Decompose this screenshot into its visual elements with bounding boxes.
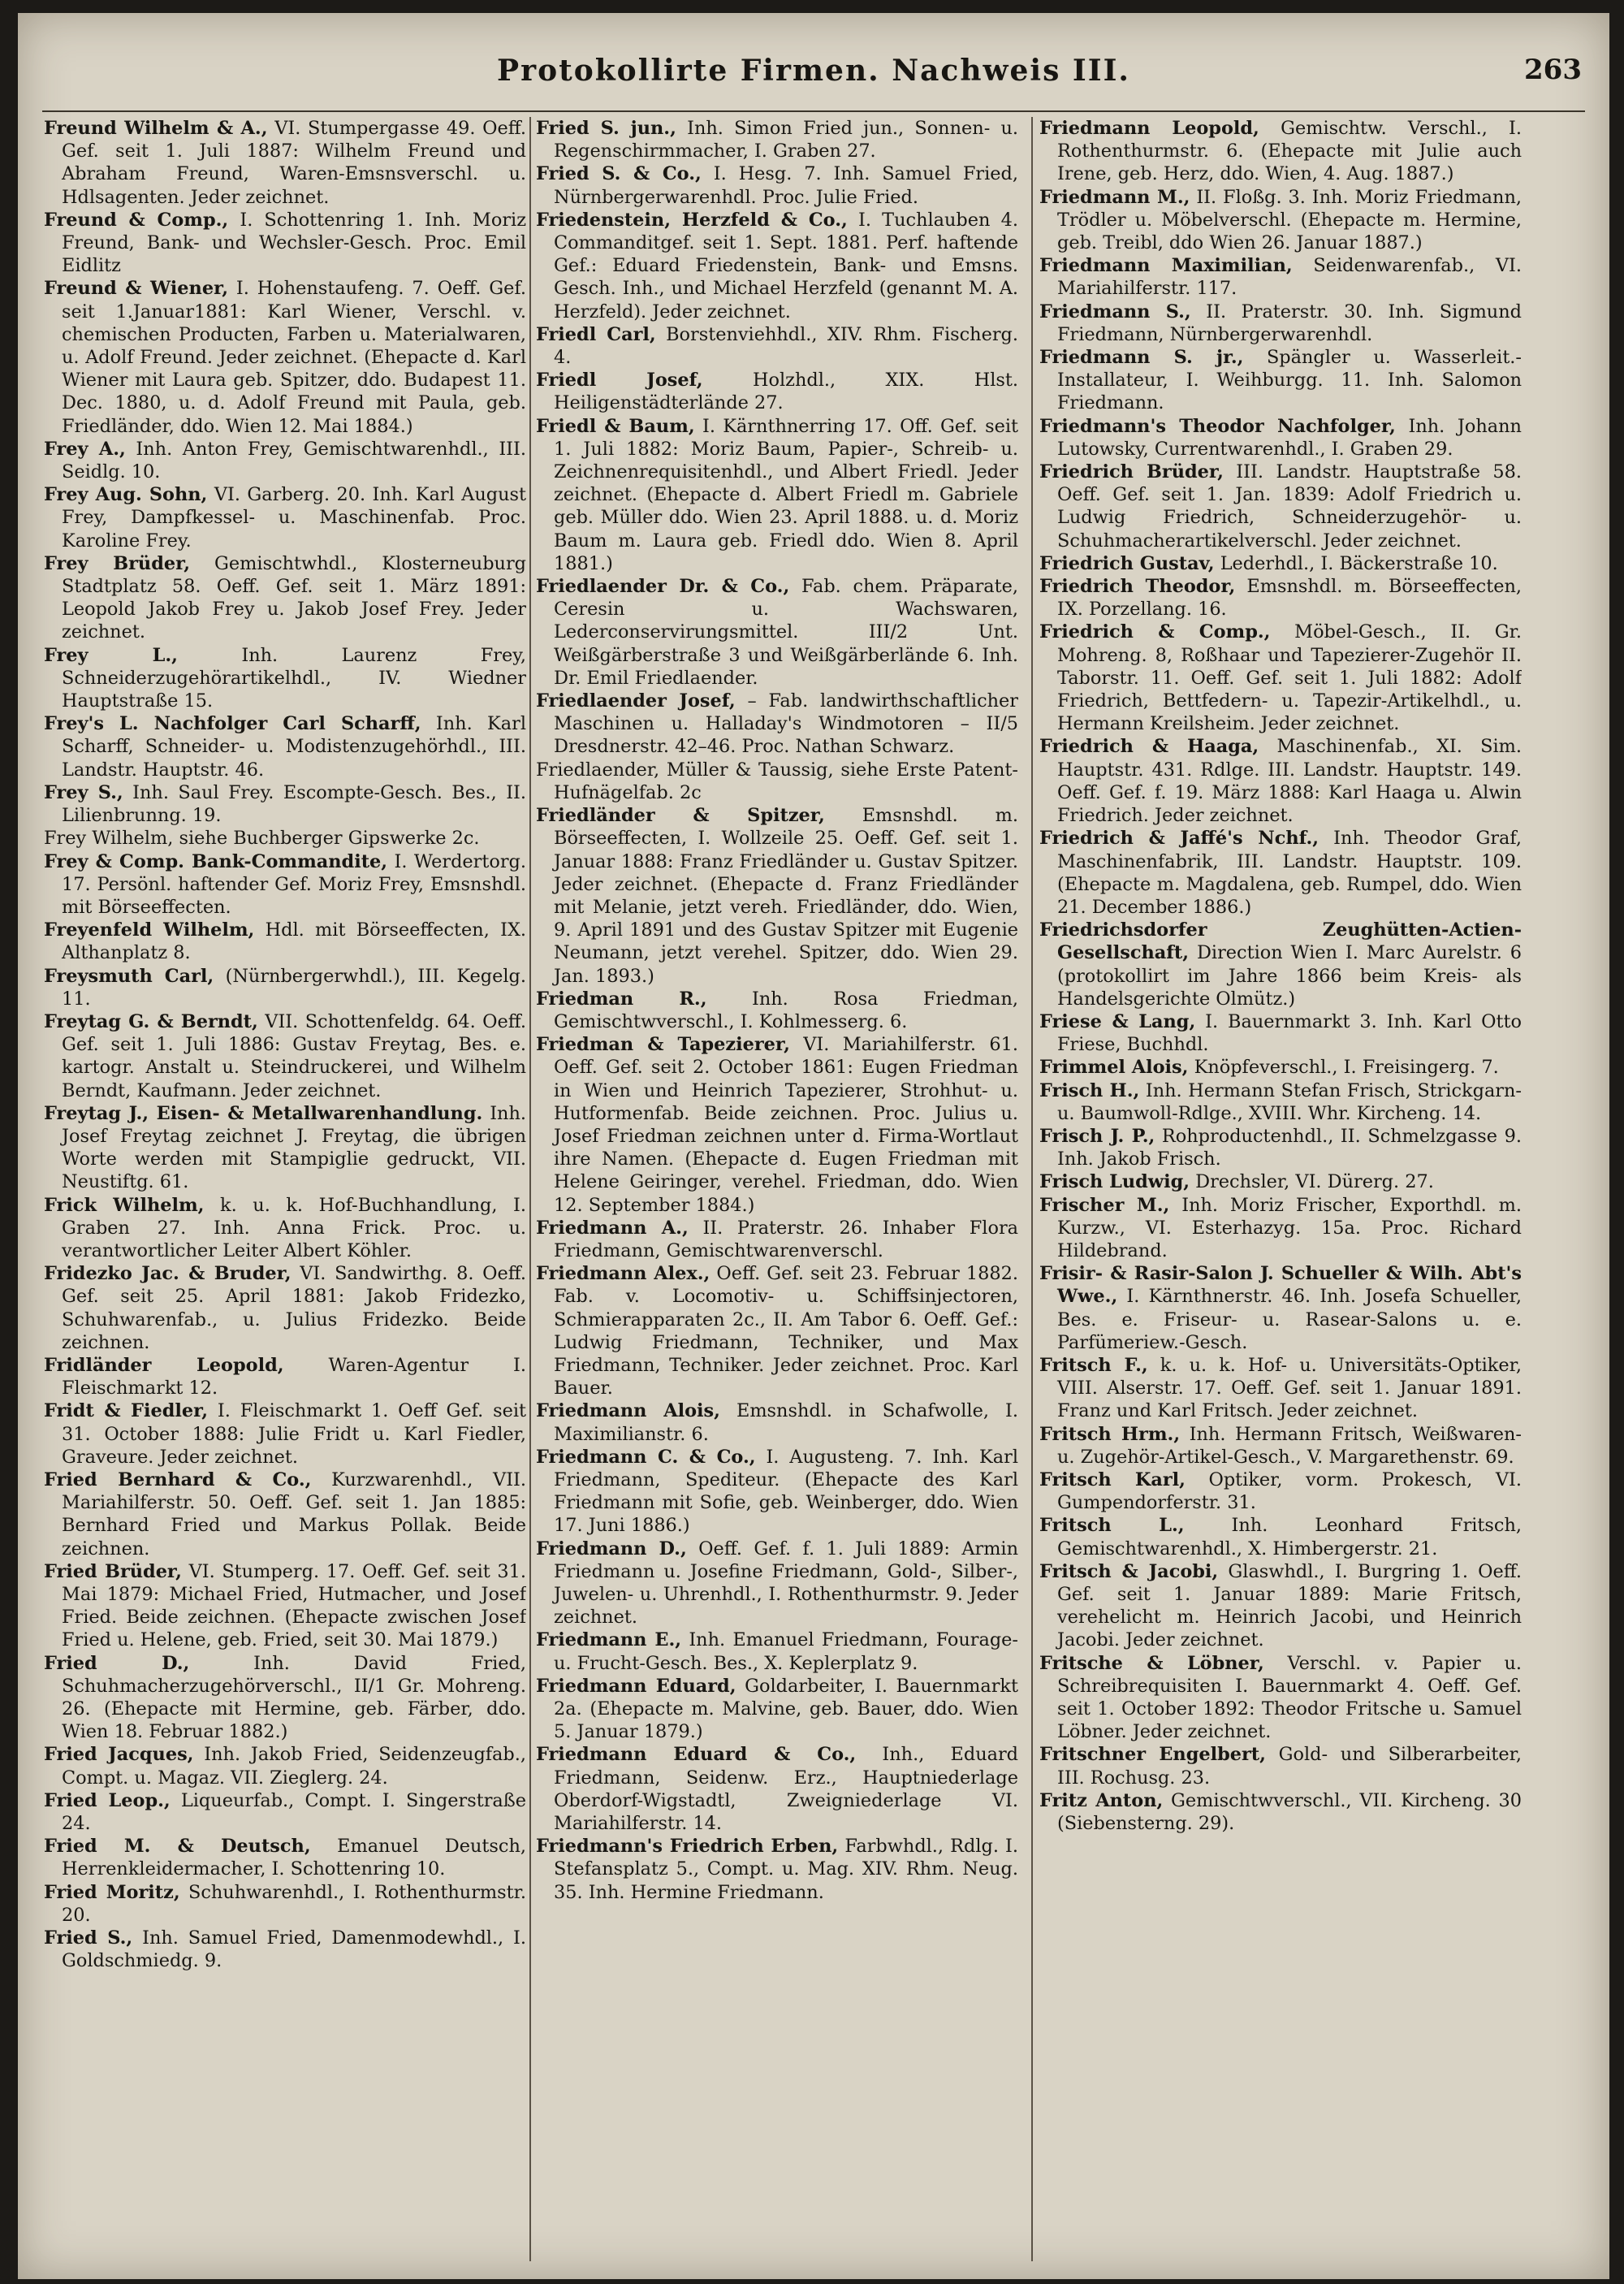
directory-entry <box>536 1675 1018 1744</box>
firm-details: Knöpfeverschl., I. Freisingerg. 7. <box>1194 1057 1499 1079</box>
firm-details: Inh. Theodor Graf, Maschinenfabrik, III. Landstr. Hauptstr. 109. (Ehepacte m. Magdalena, geb. Rumpel, ddo. Wien 21. December 1886.) <box>1057 828 1522 918</box>
firm-name: Freund Wilhelm & A., <box>44 118 268 139</box>
firm-details: Friedlaender, Müller & Taussig, siehe Erste Patent-Hufnägelfab. 2c <box>536 759 1018 803</box>
firm-details: (Nürnbergerwhdl.), III. Kegelg. 11. <box>62 965 526 1010</box>
page-header <box>18 54 1609 106</box>
firm-name: Freund & Comp., <box>44 209 229 231</box>
directory-entry <box>44 919 526 964</box>
firm-name: Friedmann Leopold, <box>1039 118 1259 139</box>
directory-entry <box>1039 1262 1522 1354</box>
firm-name: Fritschner Engelbert, <box>1039 1744 1266 1766</box>
firm-name: Friedmann S. jr., <box>1039 347 1244 369</box>
firm-name: Friedl Josef, <box>536 370 703 391</box>
firm-name: Friedlaender Josef, <box>536 690 736 712</box>
firm-name: Friedmann Alois, <box>536 1400 720 1422</box>
firm-details: I. Fleischmarkt 1. Oeff Gef. seit 31. October 1888: Julie Fridt u. Karl Fiedler, Graveure. Jeder zeichnet. <box>62 1400 526 1468</box>
firm-name: Friedmann A., <box>536 1217 689 1239</box>
directory-column-2 <box>536 117 1018 2261</box>
firm-name: Frey A., <box>44 438 126 460</box>
firm-name: Fritsch Karl, <box>1039 1469 1186 1490</box>
directory-entry <box>44 1560 526 1652</box>
directory-entry <box>1039 186 1522 255</box>
directory-entry <box>1039 827 1522 919</box>
firm-details: Inh. Hermann Fritsch, Weißwaren- u. Zugehör-Artikel-Gesch., V. Margarethenstr. 69. <box>1057 1423 1522 1468</box>
firm-details: Kurzwarenhdl., VII. Mariahilferstr. 50. Oeff. Gef. seit 1. Jan 1885: Bernhard Fried und Markus Pollak. Beide zeichnen. <box>62 1469 526 1559</box>
firm-details: VI. Mariahilferstr. 61. Oeff. Gef. seit 2. October 1861: Eugen Friedman in Wien und Heinrich Tapezierer, Strohhut- u. Hutformenfab. Beide zeichnen. Proc. Julius u. Josef Friedman zeichnen unter d. Firma-Wortlaut ihre Namen. (Ehepacte d. Eugen Friedman mit Helene Geiringer, verehel. Friedman, ddo. Wien 12. September 1884.) <box>554 1034 1018 1216</box>
directory-entry <box>1039 575 1522 621</box>
firm-details: Optiker, vorm. Prokesch, VI. Gumpendorferstr. 31. <box>1057 1469 1522 1514</box>
firm-name: Friese & Lang, <box>1039 1010 1196 1032</box>
directory-entry <box>1039 1354 1522 1423</box>
firm-name: Fried S. jun., <box>536 118 676 139</box>
firm-details: Maschinenfab., XI. Sim. Hauptstr. 431. Rdlge. III. Landstr. Hauptstr. 149. Oeff. Gef. f. 19. März 1888: Karl Haaga u. Alwin Friedrich. Jeder zeichnet. <box>1057 736 1522 827</box>
firm-details: Schuhwarenhdl., I. Rothenthurmstr. 20. <box>62 1881 526 1926</box>
firm-details: Lederhdl., I. Bäckerstraße 10. <box>1220 552 1498 574</box>
column-divider <box>529 117 531 2261</box>
firm-name: Friedmann E., <box>536 1629 682 1651</box>
firm-name: Friedenstein, Herzfeld & Co., <box>536 209 848 231</box>
firm-details: Inh. Moriz Frischer, Exporthdl. m. Kurzw., VI. Esterhazyg. 15a. Proc. Richard Hildebrand. <box>1057 1194 1522 1261</box>
directory-entry <box>536 988 1018 1033</box>
firm-name: Frischer M., <box>1039 1194 1170 1216</box>
firm-name: Frey & Comp. Bank-Commandite, <box>44 850 388 872</box>
firm-name: Frey S., <box>44 781 123 803</box>
directory-entry <box>1039 1010 1522 1056</box>
firm-details: Inh. Leonhard Fritsch, Gemischtwarenhdl., X. Himbergerstr. 21. <box>1057 1515 1522 1559</box>
directory-entry <box>1039 552 1522 575</box>
directory-entry <box>44 712 526 781</box>
firm-name: Frisch Ludwig, <box>1039 1171 1190 1193</box>
directory-entry <box>1039 621 1522 735</box>
firm-details: Drechsler, VI. Dürerg. 27. <box>1195 1171 1434 1193</box>
directory-entry <box>536 1399 1018 1445</box>
firm-name: Fried Leop., <box>44 1789 171 1811</box>
directory-entry <box>44 850 526 919</box>
directory-entry <box>536 1538 1018 1629</box>
firm-details: Inh. Saul Frey. Escompte-Gesch. Bes., II. Lilienbrunng. 19. <box>62 781 526 827</box>
firm-details: Möbel-Gesch., II. Gr. Mohreng. 8, Roßhaar und Tapezierer-Zugehör II. Taborstr. 11. Oeff. Gef. seit 1. Juli 1882: Adolf Friedrich, Bettfedern- u. Tapezir-Artikelhdl., u. Hermann Kreilsheim. Jeder zeichnet. <box>1057 621 1522 735</box>
firm-details: Emsnshdl. m. Börseeffecten, I. Wollzeile 25. Oeff. Gef. seit 1. Januar 1888: Franz Friedländer u. Gustav Spitzer. Jeder zeichnet. (Ehepacte d. Franz Friedländer mit Melanie, jetzt vereh. Friedländer, ddo. Wien, 9. April 1891 und des Gustav Spitzer mit Eugenie Neumann, jetzt verehel. Spitzer, ddo. Wien 29. Jan. 1893.) <box>554 805 1018 987</box>
firm-name: Fritsche & Löbner, <box>1039 1652 1264 1674</box>
firm-name: Friedländer & Spitzer, <box>536 805 825 827</box>
directory-entry <box>536 1743 1018 1835</box>
directory-entry <box>44 1010 526 1102</box>
directory-column-3 <box>1039 117 1522 2261</box>
firm-name: Freysmuth Carl, <box>44 965 214 987</box>
firm-details: k. u. k. Hof- u. Universitäts-Optiker, VIII. Alserstr. 17. Oeff. Gef. seit 1. Januar 1891. Franz und Karl Fritsch. Jeder zeichnet. <box>1057 1354 1522 1422</box>
firm-name: Frisir- & Rasir-Salon J. Schueller & Wilh. Abt's Wwe., <box>1039 1263 1522 1308</box>
firm-name: Frisch J. P., <box>1039 1125 1155 1147</box>
firm-name: Friedmann Alex., <box>536 1263 710 1285</box>
directory-entry <box>1039 1743 1522 1789</box>
firm-details: Emsnshdl. m. Börseeffecten, IX. Porzellang. 16. <box>1057 576 1522 621</box>
firm-name: Friedmann Maximilian, <box>1039 255 1293 277</box>
firm-name: Friedman & Tapezierer, <box>536 1034 790 1056</box>
firm-name: Friedmann's Friedrich Erben, <box>536 1836 839 1858</box>
directory-entry <box>1039 117 1522 186</box>
firm-details: I. Hesg. 7. Inh. Samuel Fried, Nürnbergerwarenhdl. Proc. Julie Fried. <box>554 163 1018 208</box>
firm-name: Friedmann's Theodor Nachfolger, <box>1039 415 1396 437</box>
directory-entry <box>1039 1560 1522 1652</box>
firm-details: II. Floßg. 3. Inh. Moriz Friedmann, Trödler u. Möbelverschl. (Ehepacte m. Hermine, geb. Treibl, ddo Wien 26. Januar 1887.) <box>1057 186 1522 254</box>
firm-details: Inh. Emanuel Friedmann, Fourage- u. Frucht-Gesch. Bes., X. Keplerplatz 9. <box>554 1629 1018 1674</box>
firm-name: Fried S. & Co., <box>536 163 702 185</box>
firm-details: Inh. Josef Freytag zeichnet J. Freytag, die übrigen Worte werden mit Stampiglie gedruckt, VII. Neustiftg. 61. <box>62 1102 526 1193</box>
firm-name: Frey's L. Nachfolger Carl Scharff, <box>44 713 421 735</box>
directory-entry <box>44 1881 526 1927</box>
directory-entry <box>1039 1170 1522 1193</box>
firm-details: Goldarbeiter, I. Bauernmarkt 2a. (Ehepacte m. Malvine, geb. Bauer, ddo. Wien 5. Januar 1879.) <box>554 1675 1018 1743</box>
page-title: Protokollirte Firmen. Nachweis III. <box>497 54 1130 88</box>
firm-name: Fridländer Leopold, <box>44 1354 284 1376</box>
directory-entry <box>44 1469 526 1560</box>
directory-entry <box>44 965 526 1010</box>
directory-entry <box>44 483 526 552</box>
firm-details: Verschl. v. Papier u. Schreibrequisiten I. Bauernmarkt 4. Oeff. Gef. seit 1. October 1892: Theodor Fritsche u. Samuel Löbner. Jeder zeichnet. <box>1057 1652 1522 1743</box>
directory-entry <box>536 209 1018 323</box>
directory-entry <box>44 1789 526 1835</box>
directory-entry <box>536 1446 1018 1538</box>
directory-entry <box>536 759 1018 804</box>
firm-details: VII. Schottenfeldg. 64. Oeff. Gef. seit 1. Juli 1886: Gustav Freytag, Bes. e. kartogr. Anstalt u. Steindruckerei, und Wilhelm Berndt, Kaufmann. Jeder zeichnet. <box>62 1010 526 1101</box>
directory-entry <box>44 1927 526 1972</box>
firm-name: Fried Moritz, <box>44 1881 180 1903</box>
firm-details: Inh. Johann Lutowsky, Currentwarenhdl., I. Graben 29. <box>1057 415 1522 460</box>
firm-details: Inh. Karl Scharff, Schneider- u. Modistenzugehörhdl., III. Landstr. Hauptstr. 46. <box>62 713 526 781</box>
firm-name: Friedrich Brüder, <box>1039 461 1224 483</box>
firm-details: Liqueurfab., Compt. I. Singerstraße 24. <box>62 1789 526 1835</box>
firm-name: Fridezko Jac. & Bruder, <box>44 1263 292 1285</box>
directory-entry <box>1039 346 1522 415</box>
firm-details: Gemischtwhdl., Klosterneuburg Stadtplatz 58. Oeff. Gef. seit 1. März 1891: Leopold Jakob Frey u. Jakob Josef Frey. Jeder zeichnet. <box>62 552 526 643</box>
firm-name: Fridt & Fiedler, <box>44 1400 209 1422</box>
firm-name: Fritsch Hrm., <box>1039 1423 1181 1445</box>
firm-name: Friedl Carl, <box>536 323 656 345</box>
firm-details: Borstenviehhdl., XIV. Rhm. Fischerg. 4. <box>554 323 1018 369</box>
firm-details: VI. Garberg. 20. Inh. Karl August Frey, Dampfkessel- u. Maschinenfab. Proc. Karoline Frey. <box>62 484 526 552</box>
firm-name: Freyenfeld Wilhelm, <box>44 919 255 941</box>
firm-name: Freund & Wiener, <box>44 278 229 300</box>
firm-details: Seidenwarenfab., VI. Mariahilferstr. 117. <box>1057 255 1522 300</box>
directory-entry <box>536 1629 1018 1674</box>
firm-name: Friedrich Theodor, <box>1039 576 1236 598</box>
directory-entry <box>44 117 526 209</box>
directory-entry <box>1039 301 1522 346</box>
firm-name: Friedrich & Haaga, <box>1039 736 1259 758</box>
directory-entry <box>536 162 1018 208</box>
firm-details: Hdl. mit Börseeffecten, IX. Althanplatz 8. <box>62 919 526 964</box>
firm-name: Fried D., <box>44 1652 190 1674</box>
firm-name: Fritz Anton, <box>1039 1789 1164 1811</box>
page-number: 263 <box>1524 54 1582 86</box>
directory-entry <box>536 804 1018 988</box>
firm-name: Friedrich & Jaffé's Nchf., <box>1039 828 1320 850</box>
firm-details: Direction Wien I. Marc Aurelstr. 6 (protokollirt im Jahre 1866 beim Kreis- als Handelsgerichte Olmütz.) <box>1057 942 1522 1010</box>
firm-name: Fritsch L., <box>1039 1515 1185 1537</box>
directory-entry <box>1039 415 1522 461</box>
firm-details: Inh. Rosa Friedman, Gemischtwverschl., I. Kohlmesserg. 6. <box>554 988 1018 1032</box>
firm-name: Frey Brüder, <box>44 552 191 574</box>
firm-name: Fried M. & Deutsch, <box>44 1836 311 1858</box>
directory-entry <box>536 369 1018 414</box>
firm-details: Oeff. Gef. seit 23. Februar 1882. Fab. v. Locomotiv- u. Schiffsinjectoren, Schmierapparaten 2c., II. Am Tabor 6. Oeff. Gef.: Ludwig Friedmann, Techniker, und Max Friedmann, Techniker. Jeder zeichnet. Proc. Karl Bauer. <box>554 1263 1018 1399</box>
firm-name: Friedrich & Comp., <box>1039 621 1271 643</box>
directory-entry <box>1039 1652 1522 1744</box>
firm-details: Emanuel Deutsch, Herrenkleidermacher, I. Schottenring 10. <box>62 1836 526 1880</box>
firm-details: I. Augusteng. 7. Inh. Karl Friedmann, Spediteur. (Ehepacte des Karl Friedmann mit Sofie, geb. Weinberger, ddo. Wien 17. Juni 1886.) <box>554 1446 1018 1537</box>
firm-details: Spängler u. Wasserleit.-Installateur, I. Weihburgg. 11. Inh. Salomon Friedmann. <box>1057 347 1522 414</box>
directory-entry <box>1039 1514 1522 1559</box>
firm-details: Oeff. Gef. f. 1. Juli 1889: Armin Friedmann u. Josefine Friedmann, Gold-, Silber-, Juwelen- u. Uhrenhdl., I. Rothenthurmstr. 9. Jeder zeichnet. <box>554 1538 1018 1629</box>
firm-name: Friedrichsdorfer Zeughütten-Actien-Gesellschaft, <box>1039 919 1522 964</box>
firm-name: Friedmann C. & Co., <box>536 1446 756 1468</box>
firm-details: k. u. k. Hof-Buchhandlung, I. Graben 27. Inh. Anna Frick. Proc. u. verantwortlicher Leiter Albert Köhler. <box>62 1194 526 1261</box>
firm-details: Waren-Agentur I. Fleischmarkt 12. <box>62 1354 526 1399</box>
directory-entry <box>536 1262 1018 1399</box>
directory-entry <box>1039 1125 1522 1170</box>
firm-details: I. Werdertorg. 17. Persönl. haftender Gef. Moriz Frey, Emsnshdl. mit Börseeffecten. <box>62 850 526 918</box>
firm-name: Freytag J., Eisen- & Metallwarenhandlung. <box>44 1102 483 1124</box>
firm-name: Friedrich Gustav, <box>1039 552 1215 574</box>
directory-entry <box>1039 1789 1522 1835</box>
firm-name: Freytag G. & Berndt, <box>44 1010 258 1032</box>
header-rule <box>42 110 1585 112</box>
firm-details: Gemischtwverschl., VII. Kircheng. 30 (Siebensterng. 29). <box>1057 1789 1522 1835</box>
firm-details: II. Praterstr. 30. Inh. Sigmund Friedmann, Nürnbergerwarenhdl. <box>1057 301 1522 345</box>
directory-entry <box>44 1399 526 1469</box>
firm-details: VI. Stumpergasse 49. Oeff. Gef. seit 1. Juli 1887: Wilhelm Freund und Abraham Freund, Waren-Emsnsverschl. u. Hdlsagenten. Jeder zeichnet. <box>62 118 526 208</box>
firm-name: Frick Wilhelm, <box>44 1194 205 1216</box>
firm-details: Gold- und Silberarbeiter, III. Rochusg. 23. <box>1057 1744 1522 1789</box>
firm-details: I. Bauernmarkt 3. Inh. Karl Otto Friese, Buchhdl. <box>1057 1010 1522 1056</box>
directory-entry <box>44 1354 526 1399</box>
firm-name: Friedmann Eduard & Co., <box>536 1744 857 1766</box>
firm-details: Glaswhdl., I. Burgring 1. Oeff. Gef. seit 1. Januar 1889: Marie Fritsch, verehelicht m. Heinrich Jacobi, und Heinrich Jacobi. Jeder zeichnet. <box>1057 1560 1522 1651</box>
firm-details: Inh., Eduard Friedmann, Seidenw. Erz., Hauptniederlage Oberdorf-Wigstadtl, Zweigniederlage VI. Mariahilferstr. 14. <box>554 1744 1018 1835</box>
firm-details: Inh. Hermann Stefan Frisch, Strickgarn- u. Baumwoll-Rdlge., XVIII. Whr. Kircheng. 14. <box>1057 1079 1522 1124</box>
firm-details: VI. Stumperg. 17. Oeff. Gef. seit 31. Mai 1879: Michael Fried, Hutmacher, und Josef Fried. Beide zeichnen. (Ehepacte zwischen Josef Fried u. Helene, geb. Fried, seit 30. Mai 1879.) <box>62 1560 526 1651</box>
firm-details: Inh. David Fried, Schuhmacherzugehörverschl., II/1 Gr. Mohreng. 26. (Ehepacte mit Hermine, geb. Färber, ddo. Wien 18. Februar 1882.) <box>62 1652 526 1743</box>
column-divider <box>1031 117 1033 2261</box>
firm-name: Fritsch & Jacobi, <box>1039 1560 1219 1582</box>
directory-column-1 <box>44 117 526 2261</box>
firm-name: Frimmel Alois, <box>1039 1057 1189 1079</box>
directory-entry <box>44 1262 526 1354</box>
firm-details: II. Praterstr. 26. Inhaber Flora Friedmann, Gemischtwarenverschl. <box>554 1217 1018 1261</box>
firm-details: Farbwhdl., Rdlg. I. Stefansplatz 5., Compt. u. Mag. XIV. Rhm. Neug. 35. Inh. Hermine Friedmann. <box>554 1836 1018 1903</box>
firm-details: Holzhdl., XIX. Hlst. Heiligenstädterlände 27. <box>554 370 1018 414</box>
directory-entry <box>536 415 1018 575</box>
firm-details: Fab. chem. Präparate, Ceresin u. Wachswaren, Lederconservirungsmittel. III/2 Unt. Weißgärberstraße 3 und Weißgärberlände 6. Inh. Dr. Emil Friedlaender. <box>554 576 1018 689</box>
directory-entry <box>536 1217 1018 1262</box>
firm-details: Emsnshdl. in Schafwolle, I. Maximilianstr. 6. <box>554 1400 1018 1445</box>
firm-details: III. Landstr. Hauptstraße 58. Oeff. Gef. seit 1. Jan. 1839: Adolf Friedrich u. Ludwig Friedrich, Schneiderzugehör- u. Schuhmacherartikelverschl. Jeder zeichnet. <box>1057 461 1522 552</box>
firm-name: Fried Bernhard & Co., <box>44 1469 312 1490</box>
directory-entry <box>44 1652 526 1744</box>
firm-name: Friedmann Eduard, <box>536 1675 736 1697</box>
directory-entry <box>536 323 1018 369</box>
directory-entry <box>536 575 1018 690</box>
directory-entry <box>1039 1056 1522 1079</box>
directory-entry <box>536 1835 1018 1904</box>
firm-details: Inh. Jakob Fried, Seidenzeugfab., Compt. u. Magaz. VII. Zieglerg. 24. <box>62 1744 526 1789</box>
firm-details: I. Tuchlauben 4. Commanditgef. seit 1. Sept. 1881. Perf. haftende Gef.: Eduard Friedenstein, Bank- und Emsns. Gesch. Inh., und Michael Herzfeld (genannt M. A. Herzfeld). Jeder zeichnet. <box>554 209 1018 322</box>
directory-entry <box>44 1194 526 1263</box>
directory-entry <box>44 438 526 483</box>
firm-name: Frey L., <box>44 644 178 666</box>
firm-name: Friedman R., <box>536 988 707 1010</box>
directory-entry <box>44 827 526 850</box>
firm-details: Inh. Samuel Fried, Damenmodewhdl., I. Goldschmiedg. 9. <box>62 1927 526 1972</box>
firm-name: Frisch H., <box>1039 1079 1140 1101</box>
directory-entry <box>44 552 526 644</box>
firm-details: Frey Wilhelm, siehe Buchberger Gipswerke 2c. <box>44 828 480 850</box>
firm-name: Fried Jacques, <box>44 1744 194 1766</box>
firm-name: Friedmann D., <box>536 1538 687 1559</box>
firm-name: Friedmann M., <box>1039 186 1190 208</box>
firm-details: I. Schottenring 1. Inh. Moriz Freund, Bank- und Wechsler-Gesch. Proc. Emil Eidlitz <box>62 209 526 277</box>
firm-details: VI. Sandwirthg. 8. Oeff. Gef. seit 25. April 1881: Jakob Fridezko, Schuhwarenfab., u. Julius Fridezko. Beide zeichnen. <box>62 1263 526 1353</box>
directory-entry <box>44 644 526 713</box>
firm-details: I. Kärnthnerstr. 46. Inh. Josefa Schueller, Bes. e. Friseur- u. Rasear-Salons u. e. Parfümeriew.-Gesch. <box>1057 1286 1522 1353</box>
firm-name: Frey Aug. Sohn, <box>44 484 208 506</box>
firm-name: Friedmann S., <box>1039 301 1191 322</box>
firm-name: Friedl & Baum, <box>536 415 695 437</box>
directory-entry <box>44 209 526 278</box>
firm-name: Friedlaender Dr. & Co., <box>536 576 790 598</box>
directory-entry <box>44 1743 526 1789</box>
firm-details: I. Kärnthnerring 17. Off. Gef. seit 1. Juli 1882: Moriz Baum, Papier-, Schreib- u. Zeichnenrequisitenhdl., und Albert Friedl. Jeder zeichnet. (Ehepacte d. Albert Friedl m. Gabriele geb. Müller ddo. Wien 23. April 1888. u. d. Moriz Baum m. Laura geb. Friedl ddo. Wien 8. April 1881.) <box>554 415 1018 574</box>
firm-name: Fried S., <box>44 1927 133 1949</box>
directory-entry <box>1039 735 1522 827</box>
directory-entry <box>44 1835 526 1880</box>
directory-entry <box>536 690 1018 759</box>
firm-details: Gemischtw. Verschl., I. Rothenthurmstr. 6. (Ehepacte mit Julie auch Irene, geb. Herz, ddo. Wien, 4. Aug. 1887.) <box>1057 118 1522 185</box>
directory-entry <box>1039 461 1522 552</box>
firm-details: Rohproductenhdl., II. Schmelzgasse 9. Inh. Jakob Frisch. <box>1057 1125 1522 1170</box>
directory-entry <box>44 781 526 827</box>
firm-details: – Fab. landwirthschaftlicher Maschinen u. Halladay's Windmotoren – II/5 Dresdnerstr. 42–46. Proc. Nathan Schwarz. <box>554 690 1018 758</box>
directory-entry <box>44 277 526 437</box>
firm-details: Inh. Simon Fried jun., Sonnen- u. Regenschirmmacher, I. Graben 27. <box>554 118 1018 162</box>
firm-name: Fried Brüder, <box>44 1560 182 1582</box>
firm-name: Fritsch F., <box>1039 1354 1148 1376</box>
firm-details: Inh. Anton Frey, Gemischtwarenhdl., III. Seidlg. 10. <box>62 438 526 483</box>
directory-entry <box>1039 1423 1522 1469</box>
directory-page <box>18 13 1609 2279</box>
directory-entry <box>536 1033 1018 1217</box>
directory-entry <box>536 117 1018 162</box>
directory-entry <box>44 1102 526 1194</box>
directory-entry <box>1039 919 1522 1010</box>
directory-entry <box>1039 1469 1522 1514</box>
firm-details: Inh. Laurenz Frey, Schneiderzugehörartikelhdl., IV. Wiedner Hauptstraße 15. <box>62 644 526 712</box>
firm-details: I. Hohenstaufeng. 7. Oeff. Gef. seit 1.Januar1881: Karl Wiener, Verschl. v. chemischen Producten, Farben u. Materialwaren, u. Adolf Freund. Jeder zeichnet. (Ehepacte d. Karl Wiener mit Laura geb. Spitzer, ddo. Budapest 11. Dec. 1880, u. d. Adolf Freund mit Paula, geb. Friedländer, ddo. Wien 12. Mai 1884.) <box>62 278 526 437</box>
directory-entry <box>1039 1079 1522 1125</box>
directory-entry <box>1039 1194 1522 1263</box>
directory-entry <box>1039 254 1522 300</box>
